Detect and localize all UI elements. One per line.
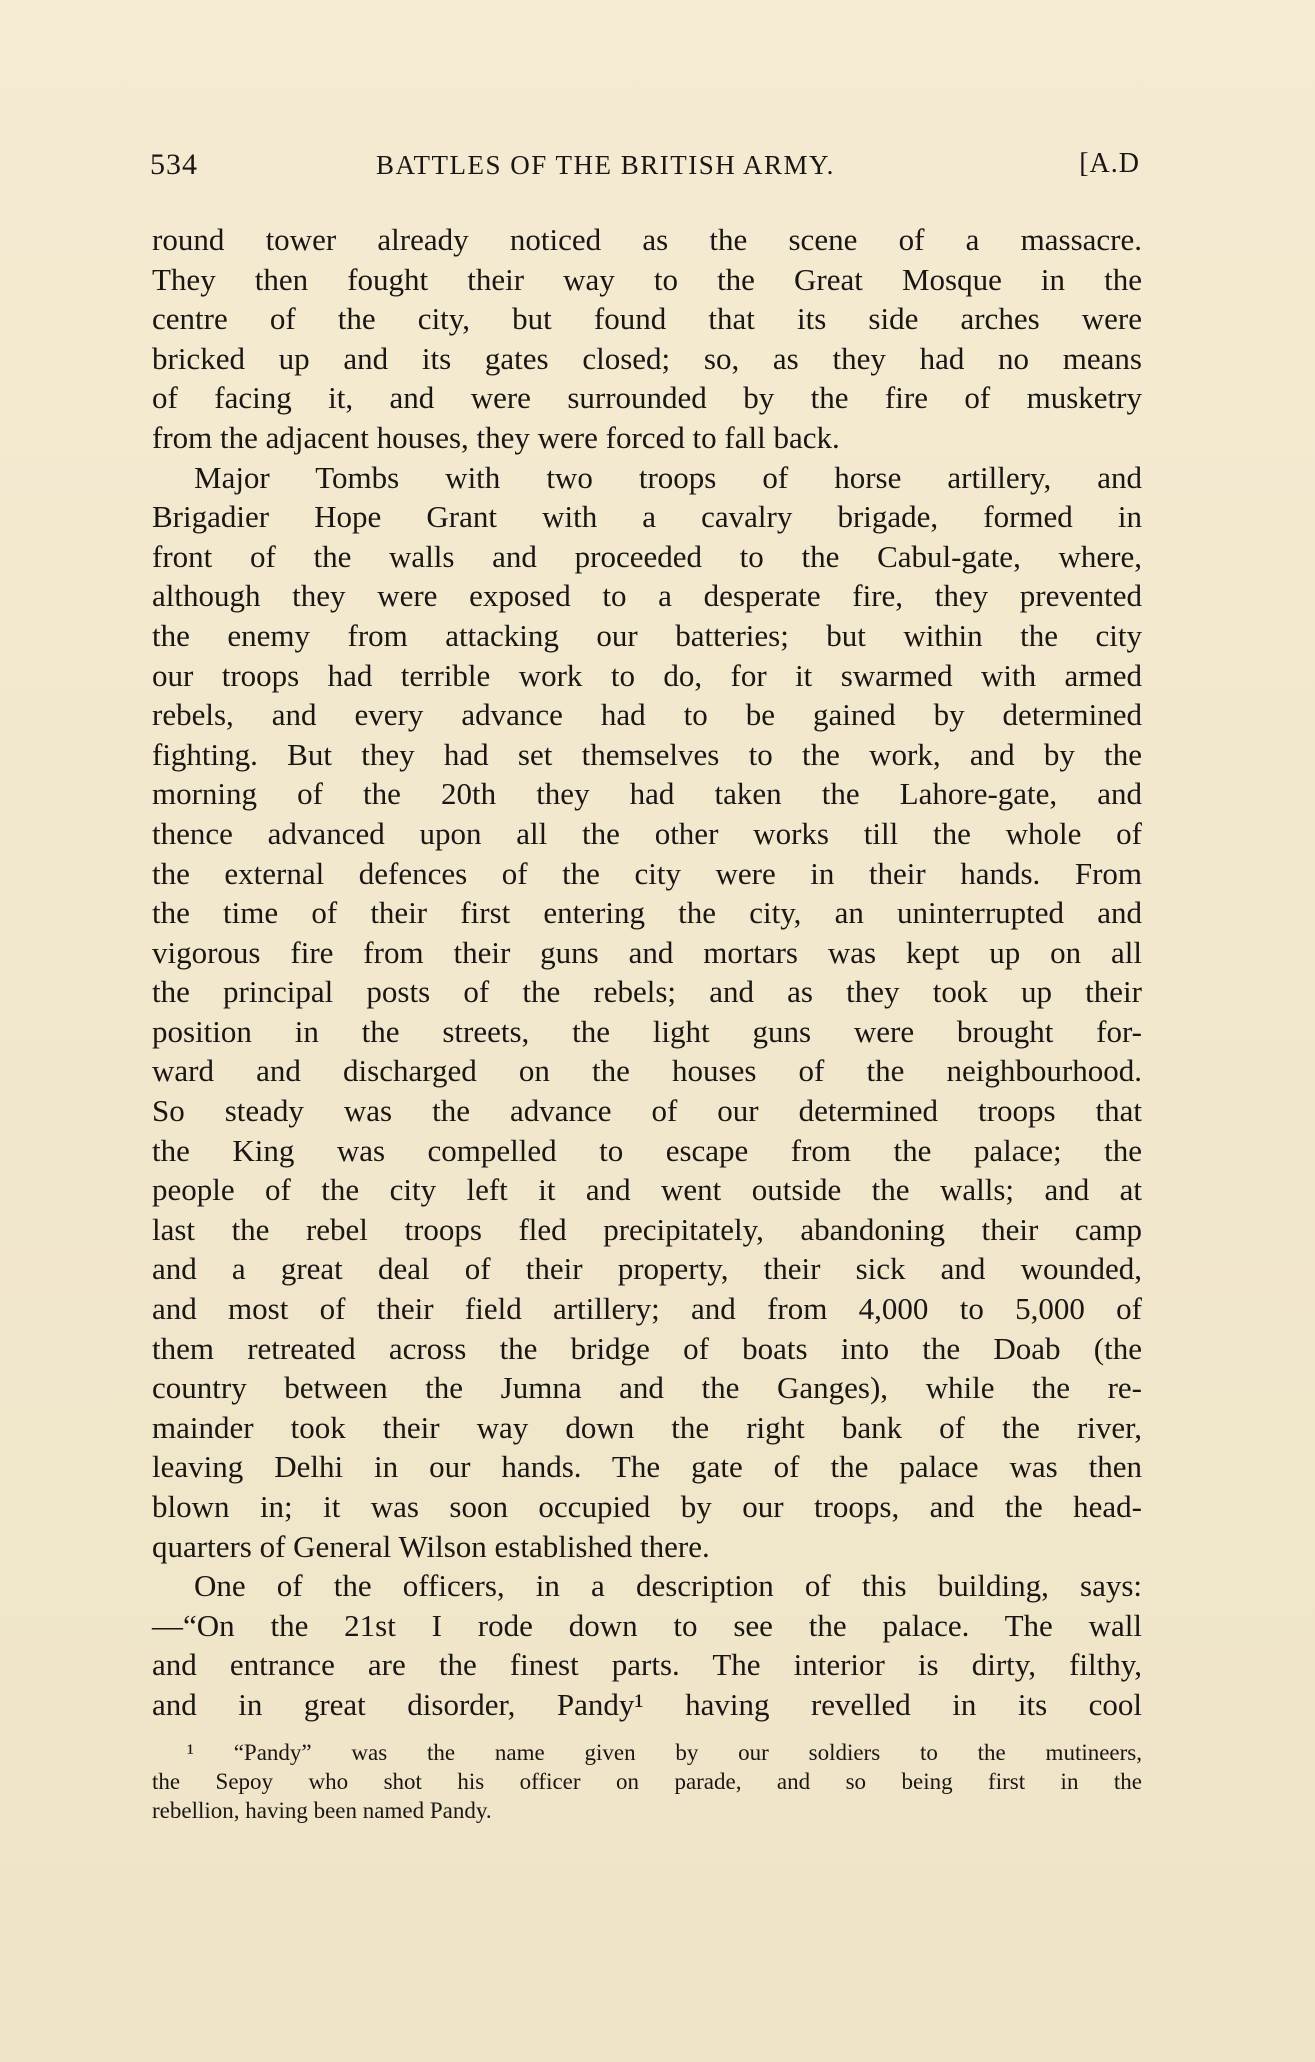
footnote-line: the Sepoy who shot his officer on parade, and so being first in the xyxy=(152,1769,1142,1794)
body-line: and a great deal of their property, their sick and wounded, xyxy=(152,1251,1142,1287)
body-line: from the adjacent houses, they were forced to fall back. xyxy=(152,419,840,455)
body-line: quarters of General Wilson established there. xyxy=(152,1528,710,1564)
body-line: front of the walls and proceeded to the Cabul-gate, where, xyxy=(152,538,1142,574)
body-line: round tower already noticed as the scene of a massacre. xyxy=(152,222,1142,257)
body-text xyxy=(152,220,1142,1725)
body-line: and in great disorder, Pandy¹ having revelled in its cool xyxy=(152,1686,1142,1722)
body-line: bricked up and its gates closed; so, as they had no means xyxy=(152,340,1142,376)
body-line: Major Tombs with two troops of horse artillery, and xyxy=(194,459,1142,495)
footnote-line: ¹ “Pandy” was the name given by our soldiers to the mutineers, xyxy=(187,1740,1142,1765)
body-line: them retreated across the bridge of boats into the Doab (the xyxy=(152,1330,1142,1366)
body-line: vigorous fire from their guns and mortars was kept up on all xyxy=(152,934,1142,970)
body-line: They then fought their way to the Great Mosque in the xyxy=(152,261,1142,297)
footnote-block xyxy=(152,1738,1142,1825)
body-line: One of the officers, in a description of this building, says: xyxy=(194,1568,1142,1604)
body-line: the King was compelled to escape from the palace; the xyxy=(152,1132,1142,1168)
running-head: BATTLES OF THE BRITISH ARMY. xyxy=(376,150,835,180)
body-line: although they were exposed to a desperate fire, they prevented xyxy=(152,578,1142,614)
body-line: the external defences of the city were in their hands. From xyxy=(152,855,1142,891)
body-line: Brigadier Hope Grant with a cavalry brigade, formed in xyxy=(152,499,1142,535)
body-line: mainder took their way down the right bank of the river, xyxy=(152,1409,1142,1445)
body-line: our troops had terrible work to do, for it swarmed with armed xyxy=(152,657,1142,693)
body-line: morning of the 20th they had taken the Lahore-gate, and xyxy=(152,776,1142,812)
body-line: leaving Delhi in our hands. The gate of the palace was then xyxy=(152,1449,1142,1485)
body-line: blown in; it was soon occupied by our troops, and the head- xyxy=(152,1489,1142,1524)
body-line: and most of their field artillery; and from 4,000 to 5,000 of xyxy=(152,1291,1142,1327)
page-header xyxy=(150,148,1140,190)
body-line: the enemy from attacking our batteries; but within the city xyxy=(152,617,1142,653)
body-line: of facing it, and were surrounded by the fire of musketry xyxy=(152,380,1142,416)
body-line: thence advanced upon all the other works till the whole of xyxy=(152,815,1142,851)
body-line: —“On the 21st I rode down to see the palace. The wall xyxy=(152,1607,1142,1643)
body-line: country between the Jumna and the Ganges), while the re- xyxy=(152,1370,1142,1406)
body-line: fighting. But they had set themselves to the work, and by the xyxy=(152,736,1142,772)
header-right-mark: [A.D xyxy=(1079,148,1140,179)
body-line: So steady was the advance of our determined troops that xyxy=(152,1093,1142,1129)
body-line: the principal posts of the rebels; and as they took up their xyxy=(152,974,1142,1010)
page-number: 534 xyxy=(150,148,198,181)
body-line: rebels, and every advance had to be gained by determined xyxy=(152,697,1142,733)
body-line: position in the streets, the light guns were brought for- xyxy=(152,1013,1142,1049)
body-line: the time of their first entering the city, an uninterrupted and xyxy=(152,895,1142,931)
footnote-line: rebellion, having been named Pandy. xyxy=(152,1798,492,1823)
body-line: last the rebel troops fled precipitately, abandoning their camp xyxy=(152,1211,1142,1247)
body-line: people of the city left it and went outside the walls; and at xyxy=(152,1172,1142,1208)
body-line: and entrance are the finest parts. The interior is dirty, filthy, xyxy=(152,1647,1142,1683)
body-line: centre of the city, but found that its side arches were xyxy=(152,301,1142,337)
body-line: ward and discharged on the houses of the neighbourhood. xyxy=(152,1053,1142,1089)
